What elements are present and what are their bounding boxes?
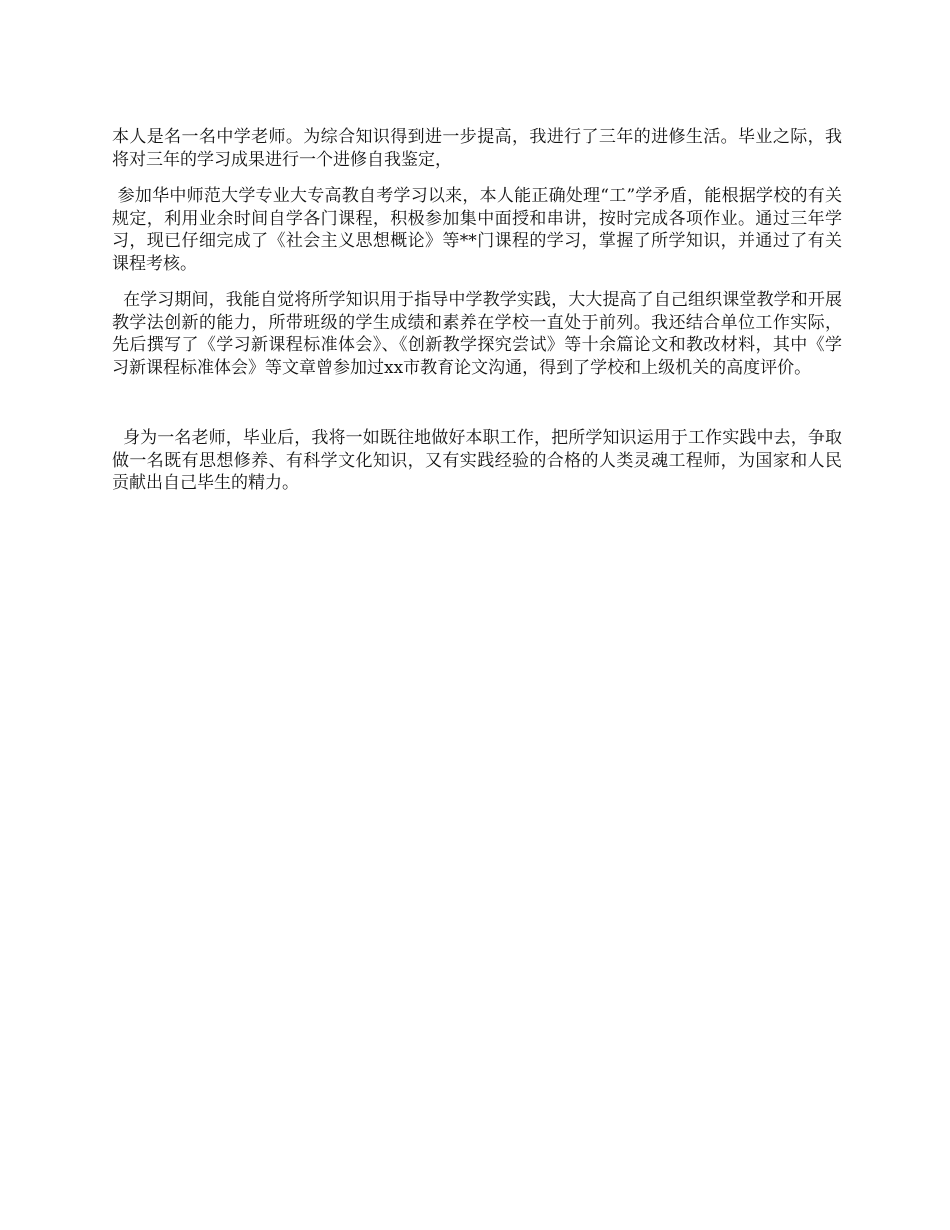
paragraph-intro: 本人是名一名中学老师。为综合知识得到进一步提高，我进行了三年的进修生活。毕业之际，我将对三年的学习成果进行一个进修自我鉴定， (112, 127, 842, 170)
paragraph-conclusion: 身为一名老师，毕业后，我将一如既往地做好本职工作，把所学知识运用于工作实践中去，争取做一名既有思想修养、有科学文化知识，又有实践经验的合格的人类灵魂工程师，为国家和人民贡献出自己毕生的精力。 (112, 428, 843, 493)
paragraph-practice: 在学习期间，我能自觉将所学知识用于指导中学教学实践，大大提高了自己组织课堂教学和开展教学法创新的能力，所带班级的学生成绩和素养在学校一直处于前列。我还结合单位工作实际，先后撰写了《学习新课程标准体会》、《创新教学探究尝试》等十余篇论文和教改材料，其中《学习新课程标准体会》等文章曾参加过xx市教育论文沟通，得到了学校和上级机关的高度评价。 (112, 290, 843, 378)
paragraph-study: 参加华中师范大学专业大专高教自考学习以来，本人能正确处理“工”学矛盾，能根据学校的有关规定，利用业余时间自学各门课程，积极参加集中面授和串讲，按时完成各项作业。通过三年学习，现已仔细完成了《社会主义思想概论》等**门课程的学习，掌握了所学知识，并通过了有关课程考核。 (112, 186, 843, 274)
paragraph-gap (112, 379, 842, 427)
document-body (112, 126, 842, 495)
